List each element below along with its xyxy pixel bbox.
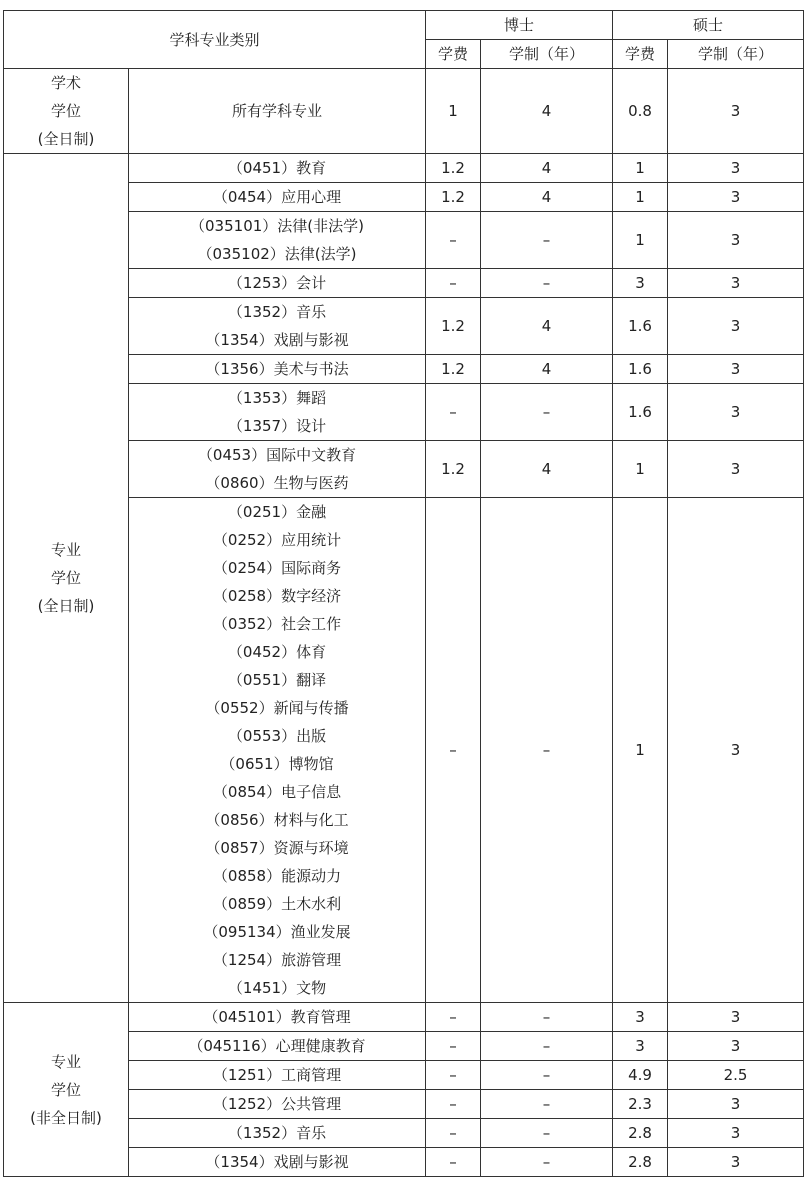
section-label-professional-fulltime-line: 学位 xyxy=(50,569,81,587)
doctor-duration: 4 xyxy=(481,355,613,384)
doctor-duration: 4 xyxy=(481,183,613,212)
master-fee-header: 学费 xyxy=(613,40,668,69)
major-cell-line: （1253）会计 xyxy=(227,274,327,292)
major-cell-line: （1451）文物 xyxy=(227,979,327,997)
master-fee: 1.6 xyxy=(613,298,668,355)
major-cell xyxy=(129,498,426,1003)
master-fee: 3 xyxy=(613,1003,668,1032)
doctor-fee: – xyxy=(426,1119,481,1148)
major-cell xyxy=(129,355,426,384)
section-label-academic-line: 学位 xyxy=(50,102,81,120)
table-row xyxy=(4,69,804,154)
major-cell xyxy=(129,384,426,441)
doctor-fee: – xyxy=(426,1148,481,1177)
doctor-duration: – xyxy=(481,1003,613,1032)
doctor-duration: 4 xyxy=(481,69,613,154)
doctor-fee: 1.2 xyxy=(426,355,481,384)
master-fee: 2.8 xyxy=(613,1119,668,1148)
doctor-fee: 1.2 xyxy=(426,183,481,212)
master-fee: 1 xyxy=(613,183,668,212)
master-duration: 3 xyxy=(668,355,804,384)
section-label-academic xyxy=(4,69,129,154)
major-cell-line: （0859）土木水利 xyxy=(212,895,342,913)
master-fee: 1 xyxy=(613,441,668,498)
doctor-duration: – xyxy=(481,384,613,441)
major-cell xyxy=(129,154,426,183)
category-header: 学科专业类别 xyxy=(4,11,426,69)
major-cell-line: （0254）国际商务 xyxy=(212,559,342,577)
major-cell-line: （0856）材料与化工 xyxy=(205,811,349,829)
master-fee: 3 xyxy=(613,269,668,298)
major-cell-line: （1356）美术与书法 xyxy=(205,360,349,378)
major-cell-line: （045116）心理健康教育 xyxy=(188,1037,366,1055)
section-label-professional-fulltime-line: (全日制) xyxy=(37,597,95,615)
master-fee: 3 xyxy=(613,1032,668,1061)
master-duration-header: 学制（年） xyxy=(668,40,804,69)
major-cell-line: （1357）设计 xyxy=(227,417,327,435)
master-duration: 3 xyxy=(668,441,804,498)
major-cell xyxy=(129,1003,426,1032)
section-label-professional-fulltime-line: 专业 xyxy=(50,541,81,559)
doctor-duration: – xyxy=(481,1090,613,1119)
doctor-duration: – xyxy=(481,212,613,269)
doctor-fee: – xyxy=(426,212,481,269)
section-label-professional-parttime-line: 专业 xyxy=(50,1052,81,1071)
doctor-fee: 1.2 xyxy=(426,441,481,498)
major-cell xyxy=(129,298,426,355)
major-cell-line: （0651）博物馆 xyxy=(220,755,334,773)
major-cell-line: （1353）舞蹈 xyxy=(227,389,327,407)
major-cell xyxy=(129,269,426,298)
doctor-fee: – xyxy=(426,1061,481,1090)
doctor-fee-header: 学费 xyxy=(426,40,481,69)
table-body xyxy=(4,11,804,1177)
tuition-table xyxy=(3,10,804,1177)
major-cell-line: （1352）音乐 xyxy=(227,303,327,321)
master-duration: 3 xyxy=(668,498,804,1003)
section-label-professional-fulltime xyxy=(4,154,129,1003)
master-duration: 3 xyxy=(668,1003,804,1032)
master-fee: 1 xyxy=(613,212,668,269)
major-cell-line: （0451）教育 xyxy=(227,159,327,177)
major-cell xyxy=(129,183,426,212)
master-fee: 0.8 xyxy=(613,69,668,154)
major-cell-line: （0858）能源动力 xyxy=(212,867,342,885)
master-duration: 3 xyxy=(668,298,804,355)
doctor-fee: – xyxy=(426,1090,481,1119)
major-cell xyxy=(129,1119,426,1148)
major-cell-line: （1252）公共管理 xyxy=(212,1095,342,1113)
major-cell-line: （035102）法律(法学) xyxy=(197,245,357,263)
master-duration: 3 xyxy=(668,183,804,212)
doctor-duration: 4 xyxy=(481,154,613,183)
header-row xyxy=(4,11,804,40)
doctor-duration: – xyxy=(481,1061,613,1090)
major-cell-line: （095134）渔业发展 xyxy=(203,923,351,941)
major-cell-line: （0553）出版 xyxy=(227,727,327,745)
major-cell xyxy=(129,1090,426,1119)
major-cell xyxy=(129,212,426,269)
doctor-duration: – xyxy=(481,1032,613,1061)
major-cell-line: （0352）社会工作 xyxy=(212,615,342,633)
major-cell-line: （1251）工商管理 xyxy=(212,1066,342,1084)
master-fee: 2.3 xyxy=(613,1090,668,1119)
major-cell-line: （0854）电子信息 xyxy=(212,783,342,801)
major-cell-line: （0452）体育 xyxy=(227,643,327,661)
master-duration: 3 xyxy=(668,1119,804,1148)
master-duration: 3 xyxy=(668,69,804,154)
master-duration: 3 xyxy=(668,269,804,298)
section-label-professional-parttime-line: (非全日制) xyxy=(30,1108,102,1127)
doctor-duration: 4 xyxy=(481,298,613,355)
major-cell-line: （0252）应用统计 xyxy=(212,531,342,549)
major-cell-line: （0860）生物与医药 xyxy=(205,474,349,492)
doctor-fee: – xyxy=(426,384,481,441)
master-fee: 1.6 xyxy=(613,355,668,384)
major-cell-line: （045101）教育管理 xyxy=(203,1008,351,1026)
major-cell-line: （0454）应用心理 xyxy=(212,188,342,206)
doctor-duration: – xyxy=(481,498,613,1003)
major-cell-line: （1354）戏剧与影视 xyxy=(205,331,349,349)
major-cell xyxy=(129,1061,426,1090)
major-cell xyxy=(129,441,426,498)
doctor-duration: – xyxy=(481,269,613,298)
table-row xyxy=(4,1003,804,1032)
major-cell xyxy=(129,1032,426,1061)
section-label-professional-parttime xyxy=(4,1003,129,1177)
doctor-duration-header: 学制（年） xyxy=(481,40,613,69)
master-header: 硕士 xyxy=(613,11,804,40)
major-cell-line: （1354）戏剧与影视 xyxy=(205,1153,349,1171)
doctor-fee: 1.2 xyxy=(426,298,481,355)
master-fee: 1 xyxy=(613,154,668,183)
doctor-fee: 1.2 xyxy=(426,154,481,183)
master-fee: 2.8 xyxy=(613,1148,668,1177)
major-cell-line: 所有学科专业 xyxy=(232,102,323,120)
major-cell-line: （0551）翻译 xyxy=(227,671,327,689)
master-fee: 4.9 xyxy=(613,1061,668,1090)
major-cell-line: （0552）新闻与传播 xyxy=(205,699,349,717)
doctor-fee: – xyxy=(426,1003,481,1032)
master-duration: 3 xyxy=(668,384,804,441)
doctor-fee: – xyxy=(426,269,481,298)
master-duration: 3 xyxy=(668,1090,804,1119)
major-cell-line: （0453）国际中文教育 xyxy=(197,446,357,464)
section-label-academic-line: 学术 xyxy=(50,74,81,92)
master-duration: 3 xyxy=(668,1032,804,1061)
master-duration: 2.5 xyxy=(668,1061,804,1090)
major-cell-line: （1254）旅游管理 xyxy=(212,951,342,969)
doctor-duration: 4 xyxy=(481,441,613,498)
doctor-fee: 1 xyxy=(426,69,481,154)
major-cell xyxy=(129,69,426,154)
major-cell-line: （035101）法律(非法学) xyxy=(190,217,364,235)
doctor-duration: – xyxy=(481,1148,613,1177)
doctor-duration: – xyxy=(481,1119,613,1148)
major-cell-line: （1352）音乐 xyxy=(227,1124,327,1142)
master-fee: 1 xyxy=(613,498,668,1003)
master-fee: 1.6 xyxy=(613,384,668,441)
major-cell-line: （0251）金融 xyxy=(227,503,327,521)
major-cell-line: （0258）数字经济 xyxy=(212,587,342,605)
doctor-fee: – xyxy=(426,498,481,1003)
section-label-academic-line: (全日制) xyxy=(37,130,95,148)
table-row xyxy=(4,154,804,183)
master-duration: 3 xyxy=(668,1148,804,1177)
major-cell-line: （0857）资源与环境 xyxy=(205,839,349,857)
section-label-professional-parttime-line: 学位 xyxy=(50,1080,81,1099)
master-duration: 3 xyxy=(668,154,804,183)
major-cell xyxy=(129,1148,426,1177)
doctor-fee: – xyxy=(426,1032,481,1061)
master-duration: 3 xyxy=(668,212,804,269)
doctor-header: 博士 xyxy=(426,11,613,40)
